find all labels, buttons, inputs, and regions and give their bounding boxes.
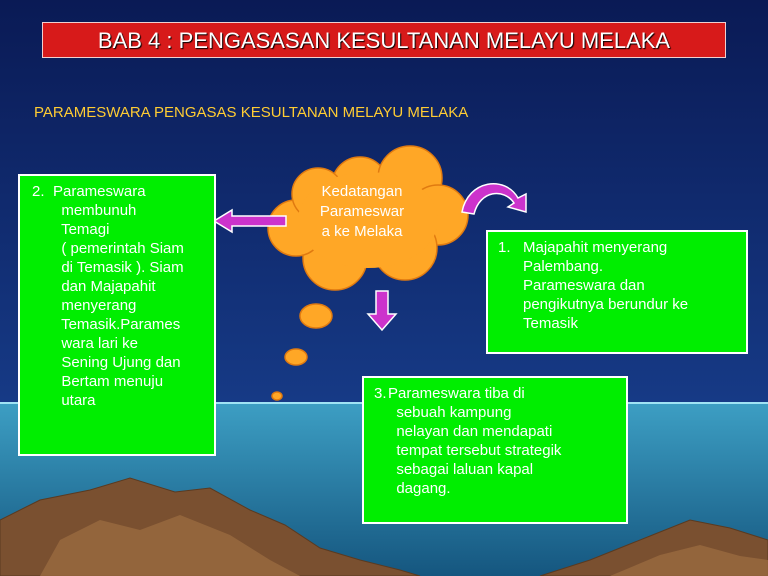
thought-bubble-small bbox=[272, 392, 282, 400]
box-step-2-number: 2. bbox=[32, 183, 45, 200]
box-step-1-number: 1. bbox=[498, 239, 511, 256]
thought-bubble-large bbox=[300, 304, 332, 328]
cloud-label: Kedatangan Parameswar a ke Melaka bbox=[319, 183, 405, 240]
page-title: BAB 4 : PENGASASAN KESULTANAN MELAYU MELAKA bbox=[97, 28, 671, 53]
subtitle: PARAMESWARA PENGASAS KESULTANAN MELAYU MELAKA bbox=[34, 104, 469, 121]
box-step-3-number: 3. bbox=[374, 385, 387, 402]
thought-bubble-medium bbox=[285, 349, 307, 365]
box-step-1 bbox=[486, 230, 748, 354]
box-step-2 bbox=[18, 174, 216, 456]
title-banner bbox=[42, 22, 726, 58]
box-step-3 bbox=[362, 376, 628, 524]
box-step-2-text: Parameswara membunuh Temagi ( pemerintah Siam di Temasik ). Siam dan Majapahit menyerang Temasik.Parames wara lari ke Sening Ujung dan Bertam menuju utara bbox=[53, 183, 184, 409]
box-step-3-text: Parameswara tiba di sebuah kampung nelayan dan mendapati tempat tersebut strategik sebagai laluan kapal dagang. bbox=[388, 385, 562, 497]
box-step-1-text: Majapahit menyerang Palembang. Parameswara dan pengikutnya berundur ke Temasik bbox=[523, 239, 689, 332]
